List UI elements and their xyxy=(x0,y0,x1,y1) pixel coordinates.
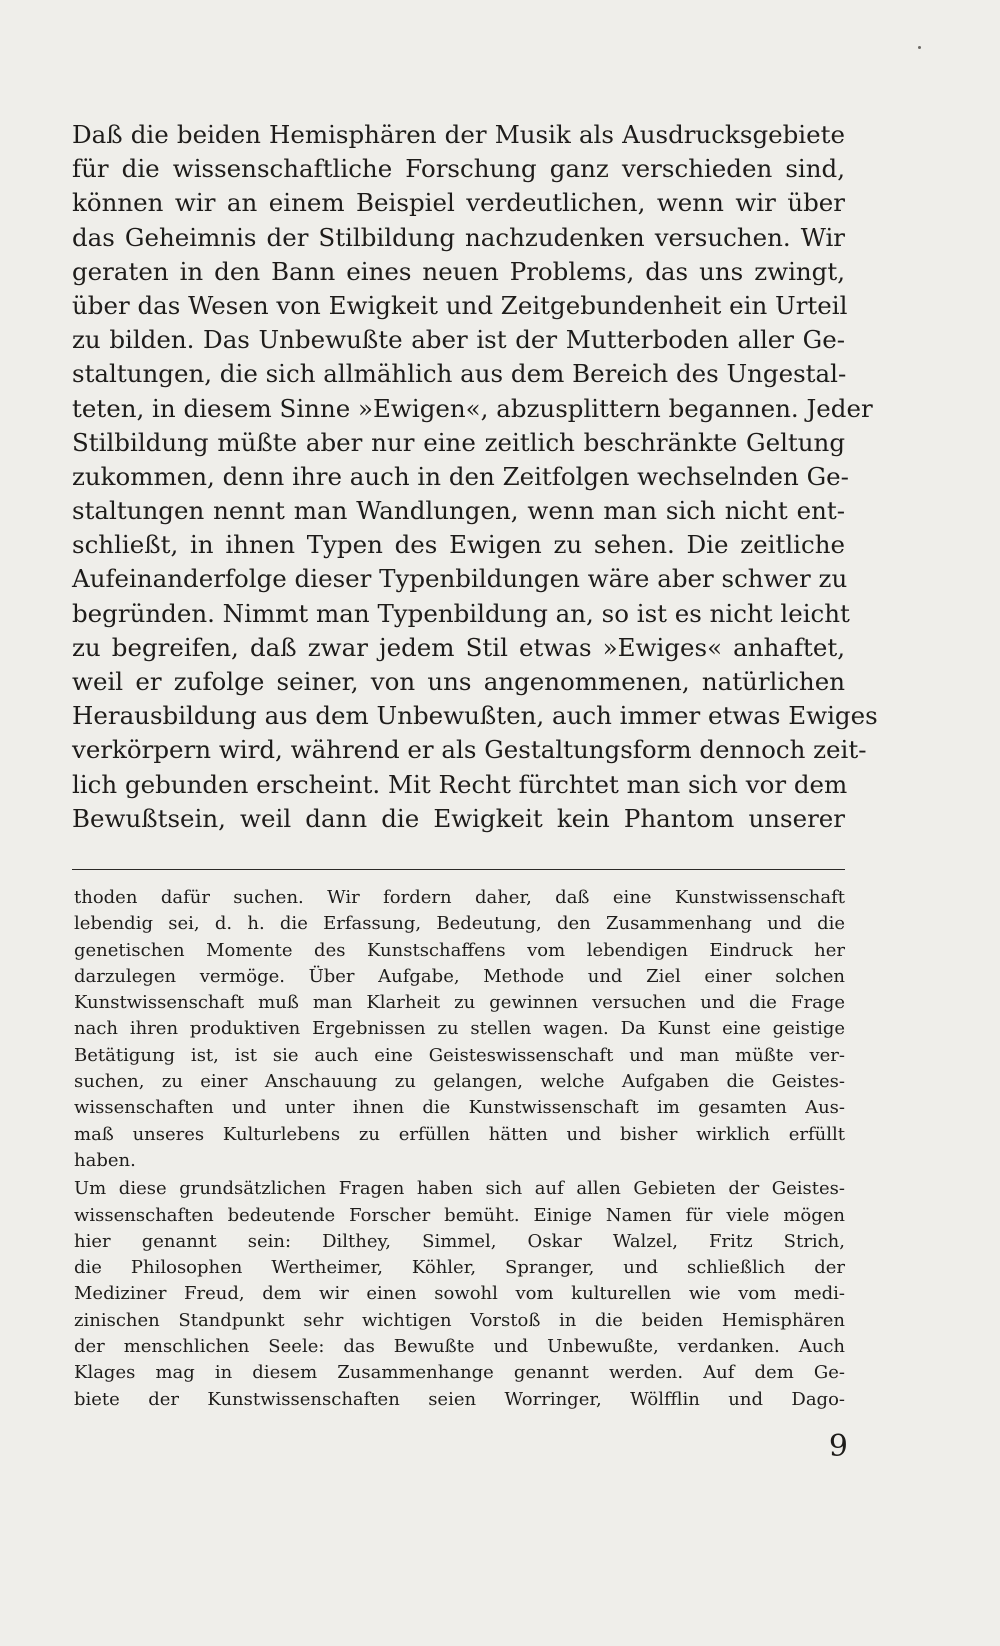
footnote-line: nach ihren produktiven Ergebnissen zu stellen wagen. Da Kunst eine geistige xyxy=(74,1018,845,1040)
main-text-line: geraten in den Bann eines neuen Problems, das uns zwingt, xyxy=(72,256,845,286)
footnote-line: wissenschaften und unter ihnen die Kunstwissenschaft im gesamten Aus- xyxy=(74,1097,845,1119)
main-text-line: Aufeinanderfolge dieser Typenbildungen wäre aber schwer zu xyxy=(72,564,848,594)
footnote-line: maß unseres Kulturlebens zu erfüllen hätten und bisher wirklich erfüllt xyxy=(74,1123,845,1145)
main-text-line: zukommen, denn ihre auch in den Zeitfolgen wechselnden Ge- xyxy=(72,461,849,491)
footnote-line: der menschlichen Seele: das Bewußte und Unbewußte, verdanken. Auch xyxy=(74,1336,845,1358)
footnote-line: suchen, zu einer Anschauung zu gelangen, welche Aufgaben die Geistes- xyxy=(74,1071,845,1093)
footnote-line: Mediziner Freud, dem wir einen sowohl vom kulturellen wie vom medi- xyxy=(74,1283,845,1305)
main-text-block xyxy=(72,118,878,836)
main-text-line: für die wissenschaftliche Forschung ganz verschieden sind, xyxy=(72,154,845,184)
footnote-line: Betätigung ist, ist sie auch eine Geisteswissenschaft und man müßte ver- xyxy=(74,1044,845,1066)
footnote-block xyxy=(74,885,845,1413)
footnote-line: wissenschaften bedeutende Forscher bemüht. Einige Namen für viele mögen xyxy=(74,1204,845,1226)
footnote-line: Kunstwissenschaft muß man Klarheit zu gewinnen versuchen und die Frage xyxy=(74,992,845,1014)
main-text-line: verkörpern wird, während er als Gestaltungsform dennoch zeit- xyxy=(72,735,867,765)
footnote-line: biete der Kunstwissenschaften seien Worringer, Wölfflin und Dago- xyxy=(74,1388,845,1410)
footnote-line: haben. xyxy=(74,1149,136,1171)
main-text-line: Herausbildung aus dem Unbewußten, auch immer etwas Ewiges xyxy=(72,701,878,731)
main-text-line: zu bilden. Das Unbewußte aber ist der Mutterboden aller Ge- xyxy=(72,325,845,355)
footnote-line: hier genannt sein: Dilthey, Simmel, Oskar Walzel, Fritz Strich, xyxy=(74,1230,845,1252)
footnote-line: die Philosophen Wertheimer, Köhler, Spranger, und schließlich der xyxy=(74,1257,845,1279)
paper-speck xyxy=(918,46,921,49)
main-text-line: teten, in diesem Sinne »Ewigen«, abzusplittern begannen. Jeder xyxy=(72,393,873,423)
page-number: 9 xyxy=(828,1429,848,1464)
main-text-line: Bewußtsein, weil dann die Ewigkeit kein Phantom unserer xyxy=(72,803,845,833)
main-text-line: schließt, in ihnen Typen des Ewigen zu sehen. Die zeitliche xyxy=(72,530,845,560)
main-text-line: zu begreifen, daß zwar jedem Stil etwas »Ewiges« anhaftet, xyxy=(72,632,845,662)
footnote-line: zinischen Standpunkt sehr wichtigen Vorstoß in die beiden Hemisphären xyxy=(74,1309,845,1331)
main-text-line: begründen. Nimmt man Typenbildung an, so ist es nicht leicht xyxy=(72,598,850,628)
footnote-separator-rule xyxy=(72,869,845,870)
footnote-line: Um diese grundsätzlichen Fragen haben sich auf allen Gebieten der Geistes- xyxy=(74,1178,845,1200)
main-text-line: können wir an einem Beispiel verdeutlichen, wenn wir über xyxy=(72,188,845,218)
footnote-line: Klages mag in diesem Zusammenhange genannt werden. Auf dem Ge- xyxy=(74,1362,845,1384)
footnote-line: darzulegen vermöge. Über Aufgabe, Methode und Ziel einer solchen xyxy=(74,965,845,987)
main-text-line: über das Wesen von Ewigkeit und Zeitgebundenheit ein Urteil xyxy=(72,290,848,320)
main-text-line: Stilbildung müßte aber nur eine zeitlich beschränkte Geltung xyxy=(72,427,845,457)
main-text-line: Daß die beiden Hemisphären der Musik als Ausdrucksgebiete xyxy=(72,120,845,149)
main-text-line: das Geheimnis der Stilbildung nachzudenken versuchen. Wir xyxy=(72,222,845,252)
main-text-line: staltungen, die sich allmählich aus dem Bereich des Ungestal- xyxy=(72,359,847,389)
footnote-line: lebendig sei, d. h. die Erfassung, Bedeutung, den Zusammenhang und die xyxy=(74,913,845,935)
main-text-line: weil er zufolge seiner, von uns angenommenen, natürlichen xyxy=(72,667,845,696)
footnote-line: thoden dafür suchen. Wir fordern daher, daß eine Kunstwissenschaft xyxy=(74,887,845,908)
main-text-line: staltungen nennt man Wandlungen, wenn man sich nicht ent- xyxy=(72,496,845,526)
footnote-line: genetischen Momente des Kunstschaffens vom lebendigen Eindruck her xyxy=(74,939,845,961)
main-text-line: lich gebunden erscheint. Mit Recht fürchtet man sich vor dem xyxy=(72,769,848,799)
